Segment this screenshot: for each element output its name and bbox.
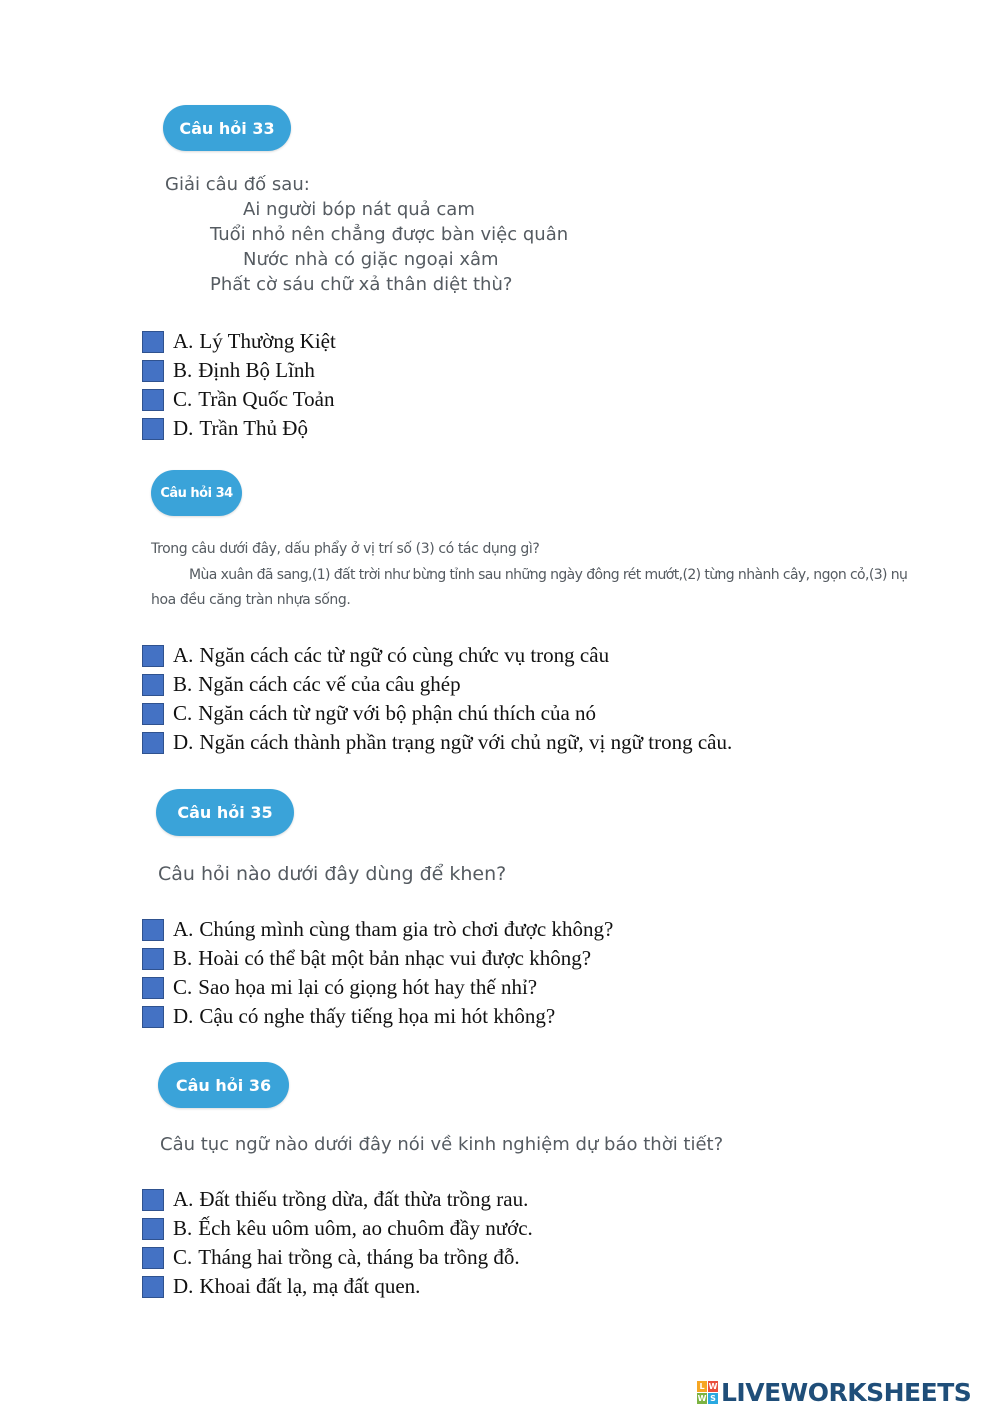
option-letter: B. (173, 358, 193, 382)
logo-icon (697, 1381, 718, 1404)
question-34-badge: Câu hỏi 34 (151, 470, 242, 516)
checkbox[interactable] (142, 674, 164, 696)
answer-option[interactable] (142, 356, 336, 385)
checkbox[interactable] (142, 389, 164, 411)
option-letter: B. (173, 672, 193, 696)
logo-tile: W (697, 1394, 707, 1403)
checkbox[interactable] (142, 703, 164, 725)
checkbox[interactable] (142, 1189, 164, 1211)
question-35-badge: Câu hỏi 35 (156, 789, 294, 836)
checkbox[interactable] (142, 977, 164, 999)
question-36-prompt: Câu tục ngữ nào dưới đây nói về kinh nghiệm dự báo thời tiết? (160, 1134, 724, 1155)
option-letter: A. (173, 917, 194, 941)
question-33-poem-line-3: Nước nhà có giặc ngoại xâm (243, 249, 499, 270)
option-text: Ngăn cách các vế của câu ghép (198, 672, 461, 696)
answer-option[interactable] (142, 1002, 613, 1031)
checkbox[interactable] (142, 732, 164, 754)
option-letter: C. (173, 387, 193, 411)
answer-option[interactable] (142, 641, 732, 670)
option-letter: C. (173, 701, 193, 725)
question-35-options (142, 915, 613, 1031)
option-text: Sao họa mi lại có giọng hót hay thế nhỉ? (198, 975, 538, 999)
answer-option[interactable] (142, 414, 336, 443)
answer-option[interactable] (142, 1214, 533, 1243)
option-text: Ngăn cách các từ ngữ có cùng chức vụ trong câu (199, 643, 610, 667)
answer-option[interactable] (142, 327, 336, 356)
question-36-badge: Câu hỏi 36 (158, 1062, 289, 1108)
question-35-prompt: Câu hỏi nào dưới đây dùng để khen? (158, 863, 507, 885)
logo-text: LIVEWORKSHEETS (721, 1378, 972, 1407)
question-33-poem-line-1: Ai người bóp nát quả cam (243, 199, 475, 220)
checkbox[interactable] (142, 1218, 164, 1240)
question-33-poem-line-2: Tuổi nhỏ nên chẳng được bàn việc quân (210, 224, 569, 245)
logo-tile: W (708, 1382, 718, 1391)
answer-option[interactable] (142, 670, 732, 699)
option-text: Ngăn cách thành phần trạng ngữ với chủ ngữ, vị ngữ trong câu. (199, 730, 733, 754)
option-text: Lý Thường Kiệt (199, 329, 336, 353)
option-text: Đất thiếu trồng dừa, đất thừa trồng rau. (199, 1187, 529, 1211)
question-34-sentence-line-1: Mùa xuân đã sang,(1) đất trời như bừng tỉnh sau những ngày đông rét mướt,(2) từng nhành cây, ngọn cỏ,(3) nụ (189, 567, 908, 583)
checkbox[interactable] (142, 919, 164, 941)
question-34-prompt: Trong câu dưới đây, dấu phẩy ở vị trí số (3) có tác dụng gì? (151, 541, 540, 557)
option-letter: A. (173, 329, 194, 353)
logo-tile: L (697, 1381, 707, 1392)
logo-tile: S (708, 1393, 718, 1404)
question-34-sentence-line-2: hoa đều căng tràn nhựa sống. (151, 592, 351, 608)
answer-option[interactable] (142, 973, 613, 1002)
option-letter: A. (173, 1187, 194, 1211)
answer-option[interactable] (142, 699, 732, 728)
answer-option[interactable] (142, 944, 613, 973)
option-text: Ếch kêu uôm uôm, ao chuôm đầy nước. (198, 1216, 533, 1240)
option-letter: C. (173, 975, 193, 999)
option-letter: D. (173, 730, 194, 754)
option-letter: D. (173, 416, 194, 440)
checkbox[interactable] (142, 331, 164, 353)
checkbox[interactable] (142, 1247, 164, 1269)
option-text: Cậu có nghe thấy tiếng họa mi hót không? (199, 1004, 556, 1028)
option-text: Khoai đất lạ, mạ đất quen. (199, 1274, 421, 1298)
option-letter: B. (173, 946, 193, 970)
answer-option[interactable] (142, 385, 336, 414)
checkbox[interactable] (142, 1006, 164, 1028)
checkbox[interactable] (142, 948, 164, 970)
liveworksheets-logo (697, 1378, 971, 1407)
answer-option[interactable] (142, 1185, 533, 1214)
question-34-options (142, 641, 732, 757)
option-text: Hoài có thể bật một bản nhạc vui được không? (198, 946, 592, 970)
option-text: Ngăn cách từ ngữ với bộ phận chú thích của nó (198, 701, 597, 725)
option-text: Trần Quốc Toản (198, 387, 335, 411)
option-text: Tháng hai trồng cà, tháng ba trồng đỗ. (198, 1245, 520, 1269)
question-33-options (142, 327, 336, 443)
answer-option[interactable] (142, 1243, 533, 1272)
option-text: Trần Thủ Độ (199, 416, 308, 440)
option-letter: A. (173, 643, 194, 667)
answer-option[interactable] (142, 915, 613, 944)
option-letter: B. (173, 1216, 193, 1240)
answer-option[interactable] (142, 1272, 533, 1301)
option-letter: D. (173, 1004, 194, 1028)
checkbox[interactable] (142, 360, 164, 382)
answer-option[interactable] (142, 728, 732, 757)
question-36-options (142, 1185, 533, 1301)
checkbox[interactable] (142, 418, 164, 440)
question-33-poem-line-4: Phất cờ sáu chữ xả thân diệt thù? (210, 274, 513, 295)
option-text: Định Bộ Lĩnh (198, 358, 315, 382)
question-33-badge: Câu hỏi 33 (163, 105, 291, 151)
option-text: Chúng mình cùng tham gia trò chơi được không? (199, 917, 614, 941)
question-33-prompt: Giải câu đố sau: (165, 174, 310, 195)
option-letter: C. (173, 1245, 193, 1269)
checkbox[interactable] (142, 1276, 164, 1298)
checkbox[interactable] (142, 645, 164, 667)
option-letter: D. (173, 1274, 194, 1298)
